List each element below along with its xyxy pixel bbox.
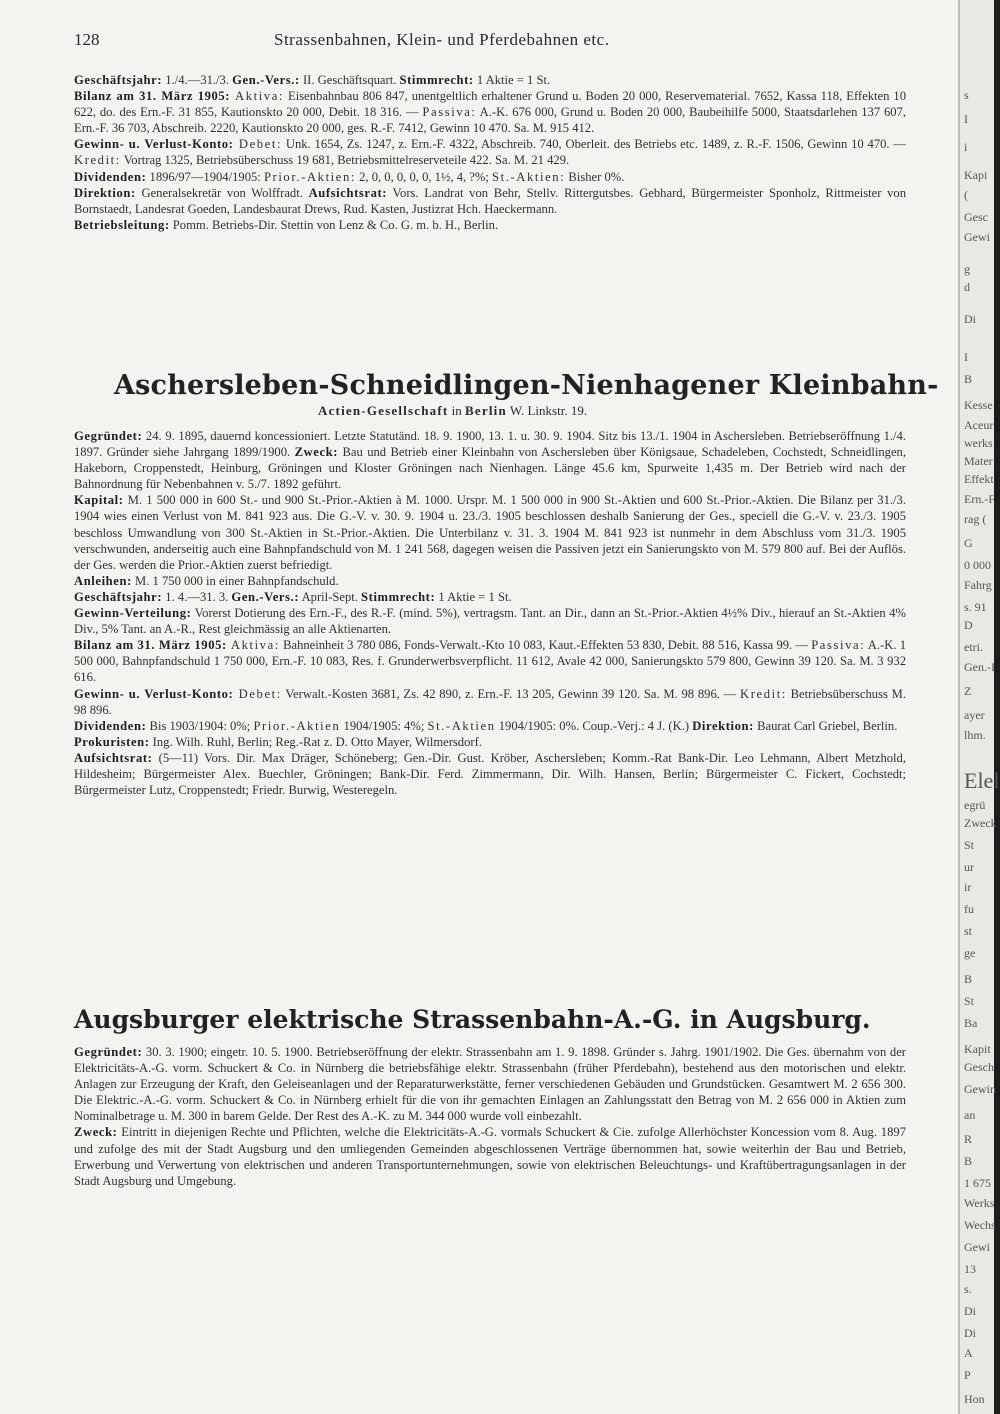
- adjacent-page-fragment: St: [964, 994, 975, 1008]
- field-label: Gen.-Vers.:: [232, 73, 300, 87]
- field-text: (5—11) Vors. Dir. Max Dräger, Schöneberg; Gen.-Dir. Gust. Kröber, Aschersleben; Komm.-Rat Bank-Dir. Leo Lehmann, Albert Metzhold, Hildesheim; Bürgermeister Alex. Buechler, Gröningen; Bank-Dir. Ferd. Zimmermann, Dir. Wilh. Hansen, Berlin; Bürgermeister C. Fickert, Cochstedt; Bürgermeister Lutz, Croppenstedt; Friedr. Burwig, Westeregeln.: [74, 750, 906, 798]
- adjacent-page-fragment: G: [964, 536, 973, 550]
- section-preceding-company-entry: [74, 72, 906, 233]
- field-text: A.-K. 676 000, Grund u. Boden 20 000, Baubeihilfe 5000, Staatsdarlehen 137 607, Ern.-F. 36 703, Abschreib. 2220, Kautionskto 20 000, ges. R.-F. 7412, Gewinn 10 470. Sa. M. 915 412.: [74, 105, 907, 136]
- field-text: 2, 0, 0, 0, 0, 0, 1½, 4, ?%;: [355, 169, 493, 184]
- adjacent-page-fragment: 13: [964, 1262, 976, 1276]
- adjacent-page-fragment: i: [964, 140, 968, 154]
- paragraph: [74, 718, 906, 734]
- adjacent-page-fragment: Hon: [964, 1392, 985, 1406]
- field-text: M. 1 500 000 in 600 St.- und 900 St.-Prior.-Aktien à M. 1000. Urspr. M. 1 500 000 in 900 St.-Aktien und 600 St.-Prior.-Aktien. Die Bilanz per 31./3. 1904 wies einen Verlust von M. 841 923 aus. Die G.-V. v. 30. 9. 1904 u. 23./3. 1905 beschlossen deshalb Sanierung der Ges., speciell die G.-V. v. 23./3. 1905 beschloss Umwandlung von 300 St.-Aktien in St.-Prior.-Aktien. Die Unterbilanz v. 31. 3. 1904 M. 841 923 ist nunmehr in dem Abschluss vom 31./3. 1905 verschwunden, anderseitig auch eine Bahnpfandschuld von M. 1 241 568, dagegen weisen die Passiven jetzt ein Sanierungskto von M. 579 800 auf. Bei der Auflös. der Ges. werden die Prior.-Aktien zuerst befriedigt.: [74, 493, 906, 572]
- spaced-label: Debet:: [233, 137, 283, 152]
- adjacent-page-fragment: P: [964, 1368, 971, 1382]
- field-text: A.-K. 1 500 000, Bahnpfandschuld 1 750 000, Ern.-F. 10 083, Res. f. Grunderwerbsverpflicht. 11 612, Avale 42 000, Sanierungskto 579 800, Gewinn 39 120. Sa. M. 3 932 616.: [74, 638, 906, 685]
- adjacent-page-fragment: d: [964, 280, 970, 294]
- field-label: Gewinn- u. Verlust-Konto:: [74, 686, 234, 701]
- adjacent-page-fragment: Di: [964, 312, 976, 326]
- adjacent-page-fragment: Aceur: [964, 418, 994, 432]
- running-head: [74, 30, 884, 54]
- adjacent-page-fragment: Mater: [964, 454, 993, 468]
- field-text: Betriebsüberschuss M. 98 896.: [74, 686, 906, 717]
- adjacent-page-fragment: Werks: [964, 1196, 995, 1210]
- adjacent-page-fragment: ayer: [964, 708, 985, 722]
- field-label: Betriebsleitung:: [74, 217, 170, 232]
- spaced-label: Aktiva:: [230, 89, 285, 104]
- adjacent-page-fragment: Di: [964, 1304, 976, 1318]
- adjacent-page-fragment: Gewi: [964, 230, 990, 244]
- spaced-label: Prior.-Aktien: [253, 718, 341, 733]
- field-text: Unk. 1654, Zs. 1247, z. Ern.-F. 4322, Abschreib. 740, Oberleit. des Betriebs etc. 1489, z. R.-F. 1506, Gewinn 10 470. —: [282, 137, 906, 152]
- adjacent-page-fragment: Kapit: [964, 1042, 991, 1056]
- adjacent-page-fragment: Wechs: [964, 1218, 996, 1232]
- subtitle-company-form: Actien-Gesellschaft: [318, 403, 449, 418]
- paragraph: [74, 573, 906, 589]
- adjacent-page-fragment: B: [964, 1154, 973, 1168]
- field-label: Gegründet:: [74, 429, 143, 443]
- binding-shadow: [994, 0, 1000, 1414]
- adjacent-page-fragment: Zweck: [964, 816, 997, 830]
- paragraph: [74, 686, 906, 718]
- adjacent-page-fragment: 0 000: [964, 558, 991, 572]
- adjacent-page-fragment: B: [964, 972, 973, 986]
- adjacent-page-fragment: D: [964, 618, 973, 632]
- paragraph: [74, 169, 906, 185]
- adjacent-page-fragment: (: [964, 188, 968, 202]
- field-label: Zweck:: [294, 445, 339, 460]
- field-text: 1 Aktie = 1 St.: [435, 589, 512, 604]
- page-number: 128: [74, 30, 100, 49]
- field-text: Vors. Landrat von Behr, Stellv. Rittergutsbes. Gebhard, Bürgermeister Sponholz, Rittmeister von Bornstaedt, Landesrat Goeden, Landesbaurat Drews, Rud. Kasten, Justizrat Hch. Haeckermann.: [74, 185, 906, 216]
- field-text: Eintritt in diejenigen Rechte und Pflichten, welche die Elektricitäts-A.-G. vormals Schuckert & Cie. zufolge Allerhöchster Koncession vom 8. Aug. 1897 und zufolge des mit der Stadt Augsburg und den umliegenden Gemeinden abgeschlossenen Verträge übernommen hat, sowie weiterhin der Bau und Betrieb, Erwerbung und Verwertung von elektrischen und anderen Transportunternehmungen, sowie von elektrischen Beleuchtungs- und Kraftübertragungsanlagen in der Stadt Augsburg und Umgebung.: [74, 1125, 906, 1188]
- spaced-label: Kredit:: [74, 153, 121, 168]
- field-label: Stimmrecht:: [361, 589, 436, 604]
- field-text: April-Sept.: [299, 589, 362, 604]
- spaced-label: Passiva:: [811, 638, 866, 653]
- company-title-aschersleben: Aschersleben-Schneidlingen-Nienhagener Kleinbahn-: [114, 370, 939, 401]
- field-text: II. Geschäftsquart.: [299, 73, 400, 87]
- field-text: Vortrag 1325, Betriebsüberschuss 19 681, Betriebsmittelreserveteile 422. Sa. M. 21 429.: [120, 153, 570, 168]
- field-text: Bis 1903/1904: 0%;: [146, 718, 254, 733]
- adjacent-page-fragment: Effekt: [964, 472, 994, 486]
- adjacent-page-fragment: Z: [964, 684, 972, 698]
- adjacent-page-fragment: lhm.: [964, 728, 986, 742]
- field-label: Aufsichtsrat:: [308, 185, 388, 200]
- field-text: 1896/97—1904/1905:: [146, 169, 264, 184]
- adjacent-page-fragment: R: [964, 1132, 973, 1146]
- field-label: Direktion:: [74, 185, 136, 200]
- adjacent-page-fragment: fu: [964, 902, 974, 916]
- field-text: Bisher 0%.: [565, 169, 625, 184]
- section-aschersleben-entry: [74, 428, 906, 798]
- field-label: Dividenden:: [74, 718, 147, 733]
- field-label: Dividenden:: [74, 169, 147, 184]
- field-label: Stimmrecht:: [399, 73, 474, 87]
- spaced-label: St.-Aktien:: [492, 169, 566, 184]
- field-text: 1904/1905: 4%;: [340, 718, 428, 733]
- paragraph: [74, 605, 906, 637]
- field-text: Pomm. Betriebs-Dir. Stettin von Lenz & Co. G. m. b. H., Berlin.: [169, 217, 499, 232]
- adjacent-page-fragment: s.: [964, 1282, 972, 1296]
- adjacent-page-fragment: Ba: [964, 1016, 978, 1030]
- field-label: Direktion:: [692, 718, 754, 733]
- field-text: Generalsekretär von Wolffradt.: [135, 185, 309, 200]
- field-label: Gegründet:: [74, 1045, 143, 1059]
- field-label: Aufsichtsrat:: [74, 750, 153, 765]
- paragraph: [74, 734, 906, 750]
- field-text: Bahneinheit 3 780 086, Fonds-Verwalt.-Kto 10 083, Kaut.-Effekten 53 830, Debit. 88 516, Kassa 99. —: [279, 638, 812, 653]
- paragraph: [74, 750, 906, 798]
- adjacent-page-edge: [958, 0, 1000, 1414]
- adjacent-page-fragment: etri.: [964, 640, 983, 654]
- paragraph: [74, 1044, 906, 1124]
- adjacent-page-fragment: B: [964, 372, 973, 386]
- spaced-label: Passiva:: [422, 105, 477, 120]
- adjacent-page-fragment: I: [964, 350, 968, 364]
- spaced-label: Prior.-Aktien:: [263, 169, 356, 184]
- section-augsburg-entry: [74, 1044, 906, 1189]
- adjacent-page-fragment: ir: [964, 880, 972, 894]
- field-label: Anleihen:: [74, 573, 132, 588]
- field-label: Gewinn-Verteilung:: [74, 606, 192, 621]
- adjacent-page-fragment: Ern.-F: [964, 492, 995, 506]
- field-label: Gewinn- u. Verlust-Konto:: [74, 137, 234, 152]
- paragraph: [74, 492, 906, 572]
- spaced-label: Aktiva:: [226, 638, 280, 653]
- subtitle-city: Berlin: [465, 403, 507, 418]
- company-subtitle-aschersleben: [318, 403, 587, 419]
- field-label: Prokuristen:: [74, 734, 150, 749]
- spaced-label: Kredit:: [740, 686, 787, 701]
- adjacent-page-fragment: 1 675: [964, 1176, 991, 1190]
- field-text: 1904/1905: 0%. Coup.-Verj.: 4 J. (K.): [495, 718, 693, 733]
- adjacent-page-fragment: ur: [964, 860, 974, 874]
- adjacent-page-fragment: g: [964, 262, 970, 276]
- field-label: Geschäftsjahr:: [74, 589, 163, 604]
- adjacent-page-fragment: Gesch: [964, 1060, 994, 1074]
- adjacent-page-fragment: ge: [964, 946, 976, 960]
- field-label: Geschäftsjahr:: [74, 73, 163, 87]
- adjacent-page-fragment: Gewi: [964, 1240, 990, 1254]
- adjacent-page-fragment: egrü: [964, 798, 986, 812]
- field-label: Bilanz am 31. März 1905:: [74, 638, 227, 653]
- paragraph: [74, 428, 906, 492]
- field-text: 1. 4.—31. 3.: [162, 589, 232, 604]
- adjacent-page-fragment: rag (: [964, 512, 987, 526]
- field-text: Bau und Betrieb einer Kleinbahn von Aschersleben über Königsaue, Schadeleben, Cochstedt, Schneidlingen, Hakeborn, Croppenstedt, Heinburg, Gröningen und Kloster Gröningen nach Nienhagen. Länge 45.6 km, Spurweite 1,435 m. Der Betrieb wird nach der Bahnordnung für Nebenbahnen v. 5./7. 1892 geführt.: [74, 445, 906, 492]
- subtitle-address: W. Linkstr. 19.: [506, 403, 588, 418]
- field-text: Vorerst Dotierung des Ern.-F., des R.-F. (mind. 5%), vertragsm. Tant. an Dir., dann an St.-Prior.-Aktien 4½% Div., hierauf an St.-Aktien 4% Div., 5% Tant. an A.-R., Rest gleichmässig an alle Aktienarten.: [74, 606, 906, 637]
- field-label: Kapital:: [74, 493, 124, 508]
- field-text: 1 Aktie = 1 St.: [473, 73, 551, 87]
- paragraph: [74, 217, 906, 233]
- adjacent-page-fragment: s. 91: [964, 600, 987, 614]
- running-head-title: Strassenbahnen, Klein- und Pferdebahnen etc.: [274, 30, 610, 49]
- subtitle-in: in: [448, 403, 466, 418]
- spaced-label: St.-Aktien: [427, 718, 496, 733]
- paragraph: [74, 136, 906, 168]
- paragraph: [74, 88, 906, 136]
- adjacent-page-fragment: Kapi: [964, 168, 988, 182]
- field-text: Eisenbahnbau 806 847, unentgeltlich erhaltener Grund u. Boden 20 000, Reservematerial. 7652, Kassa 118, Effekten 10 622, do. des Ern.-F. 31 855, Kautionskto 20 000, Debit. 18 316. —: [74, 89, 906, 120]
- field-text: Ing. Wilh. Ruhl, Berlin; Reg.-Rat z. D. Otto Mayer, Wilmersdorf.: [149, 734, 482, 749]
- paragraph: [74, 72, 906, 88]
- field-label: Gen.-Vers.:: [231, 589, 300, 604]
- spaced-label: Debet:: [233, 686, 282, 701]
- paragraph: [74, 637, 906, 685]
- company-title-augsburg: Augsburger elektrische Strassenbahn-A.-G. in Augsburg.: [74, 1005, 871, 1034]
- field-text: Baurat Carl Griebel, Berlin.: [753, 718, 898, 733]
- field-text: Verwalt.-Kosten 3681, Zs. 42 890, z. Ern.-F. 13 205, Gewinn 39 120. Sa. M. 98 896. —: [281, 686, 741, 701]
- paragraph: [74, 1124, 906, 1188]
- adjacent-page-fragment: Fahrg: [964, 578, 992, 592]
- field-label: Zweck:: [74, 1125, 118, 1140]
- adjacent-page-fragment: A: [964, 1346, 973, 1360]
- adjacent-page-fragment: st: [964, 924, 973, 938]
- adjacent-page-fragment: St: [964, 838, 975, 852]
- field-label: Bilanz am 31. März 1905:: [74, 89, 231, 104]
- adjacent-page-fragment: an: [964, 1108, 976, 1122]
- field-text: 24. 9. 1895, dauernd koncessioniert. Letzte Statutänd. 18. 9. 1900, 13. 1. u. 30. 9. 1904. Sitz bis 13./1. 1904 in Aschersleben. Betriebseröffnung 1./4. 1897. Gründer siehe Jahrgang 1899/1900.: [74, 429, 906, 460]
- adjacent-page-fragment: I: [964, 112, 968, 126]
- adjacent-page-fragment: werks: [964, 436, 993, 450]
- adjacent-page-fragment: s: [964, 88, 969, 102]
- adjacent-page-fragment: Elel: [964, 768, 1000, 793]
- paragraph: [74, 589, 906, 605]
- field-text: 30. 3. 1900; eingetr. 10. 5. 1900. Betriebseröffnung der elektr. Strassenbahn am 1. 9. 1898. Gründer s. Jahrg. 1901/1902. Die Ges. übernahm von der Elektricitäts-A.-G. vorm. Schuckert & Co. in Nürnberg die betriebsfähige elektr. Strassenbahn (früher Pferdebahn), bestehend aus den motorischen und elektr. Anlagen zur Erzeugung der Kraft, den Geleiseanlagen und der Reparaturwerkstätte, ferner verschiedenen Gebäuden und Grundstücken. Gesamtwert M. 2 656 300. Die Elektric.-A.-G. vorm. Schuckert & Co. in Nürnberg erhielt für die von ihr gemachten Einlagen an Zahlungsstatt den Betrag von M. 2 656 000 in Aktien zum Nominalbetrage u. M. 300 in barem Gelde. Der Rest des A.-K. zu M. 344 000 wurde voll einbezahlt.: [74, 1045, 906, 1124]
- field-text: 1./4.—31./3.: [162, 73, 233, 87]
- adjacent-page-fragment: Gesc: [964, 210, 988, 224]
- adjacent-page-fragment: Gen.-I: [964, 660, 995, 674]
- adjacent-page-fragment: Di: [964, 1326, 976, 1340]
- field-text: M. 1 750 000 in einer Bahnpfandschuld.: [131, 573, 339, 588]
- paragraph: [74, 185, 906, 217]
- adjacent-page-fragment: Kesse: [964, 398, 993, 412]
- adjacent-page-fragment: Gewin: [964, 1082, 996, 1096]
